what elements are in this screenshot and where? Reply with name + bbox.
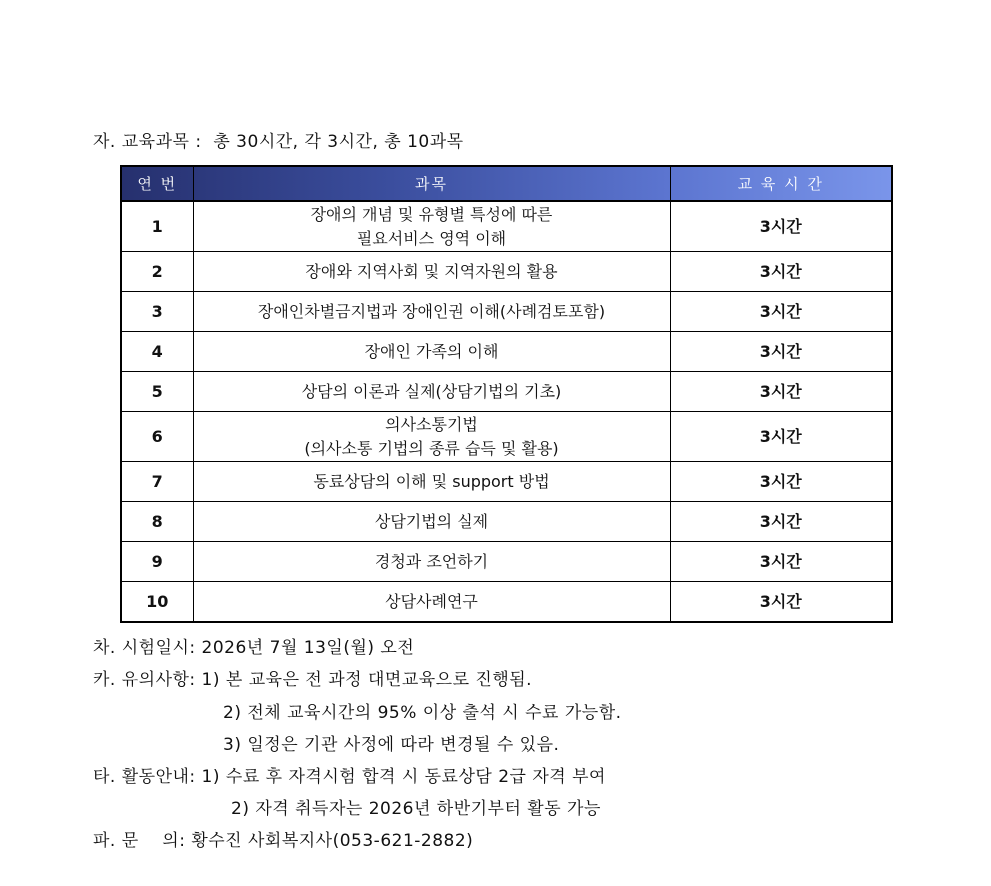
course-title-line: 상담사례연구 [385,591,478,611]
row-number: 1 [121,201,193,252]
notes-line-3: 3) 일정은 기관 사정에 따라 변경될 수 있음. [223,735,560,755]
course-title [193,462,670,502]
table-row [121,372,892,412]
course-hours: 3시간 [670,201,892,252]
table-row [121,252,892,292]
row-number: 6 [121,412,193,462]
activity-line-2: 2) 자격 취득자는 2026년 하반기부터 활동 가능 [231,799,601,819]
row-number: 2 [121,252,193,292]
exam-date: 차. 시험일시: 2026년 7월 13일(월) 오전 [93,638,415,658]
course-title [193,292,670,332]
course-title-line: 필요서비스 영역 이해 [356,228,507,248]
course-title-line: 장애인 가족의 이해 [364,341,499,361]
course-hours: 3시간 [670,252,892,292]
header-number: 연 번 [121,166,193,201]
course-hours: 3시간 [670,542,892,582]
table-row [121,542,892,582]
course-title [193,201,670,252]
table-row [121,292,892,332]
table-header-row [121,166,892,201]
section-title: 자. 교육과목 : 총 30시간, 각 3시간, 총 10과목 [93,132,464,152]
header-subject: 과목 [193,166,670,201]
course-hours: 3시간 [670,462,892,502]
course-title-line: 장애의 개념 및 유형별 특성에 따른 [310,204,553,224]
activity-line-1: 타. 활동안내: 1) 수료 후 자격시험 합격 시 동료상담 2급 자격 부여 [93,767,606,787]
course-title-line: 상담기법의 실제 [374,511,489,531]
course-title-line: (의사소통 기법의 종류 습득 및 활용) [304,438,559,458]
course-hours: 3시간 [670,582,892,623]
course-title-line: 장애인차별금지법과 장애인권 이해(사례검토포함) [257,301,606,321]
course-title-line: 의사소통기법 [385,414,478,434]
header-hours: 교 육 시 간 [670,166,892,201]
table-row [121,201,892,252]
course-table [120,165,893,623]
row-number: 5 [121,372,193,412]
table-row [121,462,892,502]
course-title-line: 동료상담의 이해 및 support 방법 [313,471,550,491]
course-title-line: 경청과 조언하기 [374,551,489,571]
course-hours: 3시간 [670,502,892,542]
course-hours: 3시간 [670,292,892,332]
course-table-body [121,201,892,622]
table-row [121,332,892,372]
row-number: 10 [121,582,193,623]
notes-line-1: 카. 유의사항: 1) 본 교육은 전 과정 대면교육으로 진행됨. [93,670,533,690]
course-title-line: 상담의 이론과 실제(상담기법의 기초) [301,381,562,401]
course-title [193,582,670,623]
course-hours: 3시간 [670,332,892,372]
row-number: 4 [121,332,193,372]
course-title [193,542,670,582]
row-number: 8 [121,502,193,542]
course-title [193,372,670,412]
row-number: 7 [121,462,193,502]
course-hours: 3시간 [670,372,892,412]
course-title [193,252,670,292]
course-title [193,412,670,462]
table-row [121,502,892,542]
course-title [193,332,670,372]
table-row [121,412,892,462]
course-hours: 3시간 [670,412,892,462]
course-title-line: 장애와 지역사회 및 지역자원의 활용 [305,261,558,281]
row-number: 3 [121,292,193,332]
notes-line-2: 2) 전체 교육시간의 95% 이상 출석 시 수료 가능함. [223,703,622,723]
contact-info: 파. 문 의: 황수진 사회복지사(053-621-2882) [93,831,474,851]
row-number: 9 [121,542,193,582]
course-title [193,502,670,542]
table-row [121,582,892,623]
